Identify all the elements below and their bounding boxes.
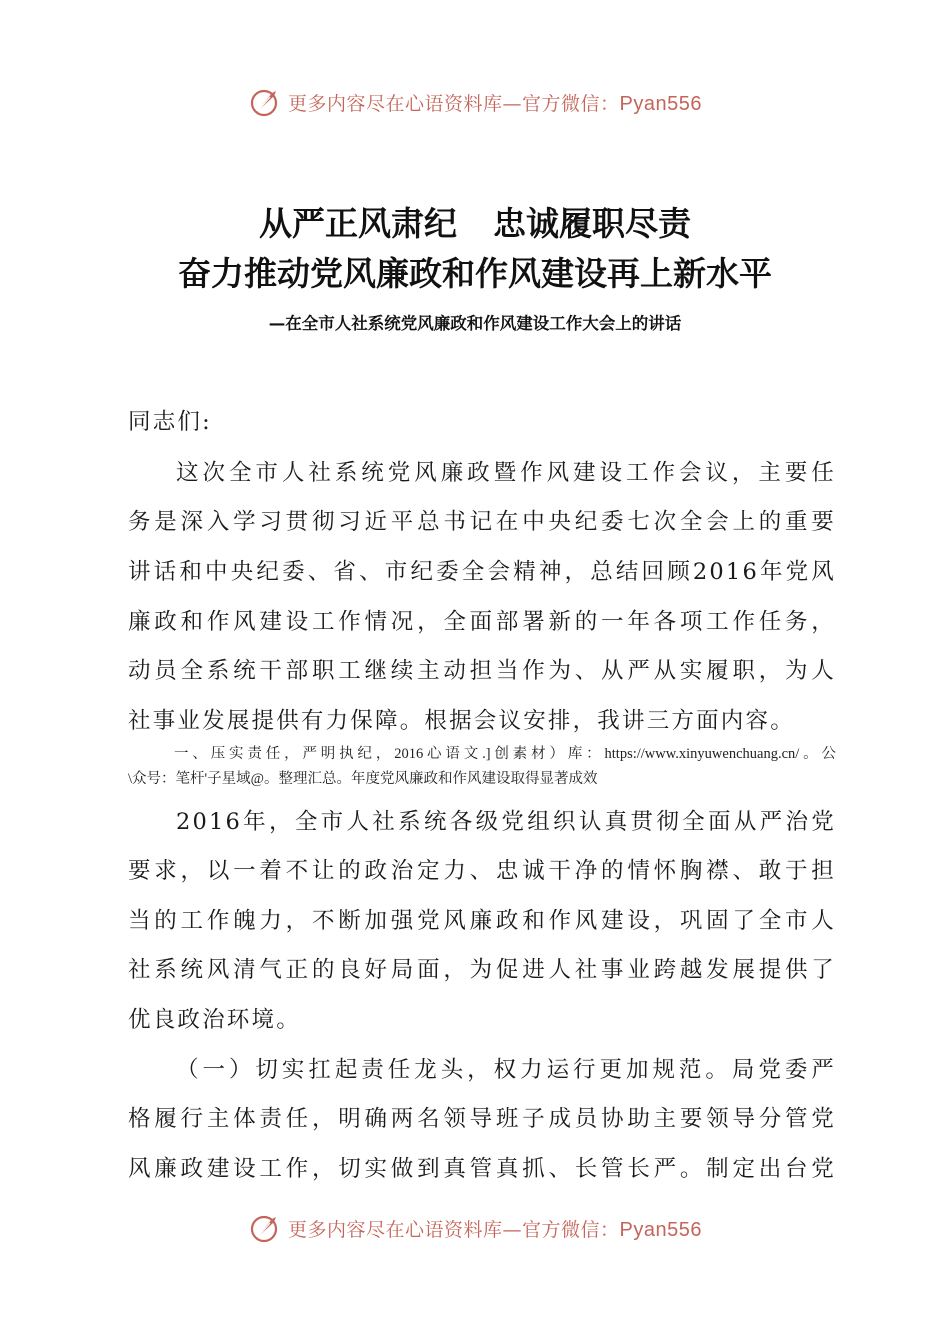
paragraph-line: 讲话和中央纪委、省、市纪委全会精神，总结回顾2016年党风	[128, 559, 836, 585]
paragraph-line: 这次全市人社系统党风廉政暨作风建设工作会议，主要任	[176, 460, 836, 486]
quill-pen-logo-icon	[248, 85, 282, 119]
banner-wechat-handle: Pyan556	[619, 1218, 702, 1241]
quill-pen-logo-icon	[248, 1211, 282, 1245]
banner-text: 更多内容尽在心语资料库—官方微信：Pyan556	[288, 92, 702, 115]
paragraph-line: 务是深入学习贯彻习近平总书记在中央纪委七次全会上的重要	[128, 509, 836, 535]
paragraph-line: 当的工作魄力，不断加强党风廉政和作风建设，巩固了全市人	[128, 908, 836, 934]
title-line-1: 从严正风肃纪 忠诚履职尽责	[259, 204, 691, 243]
paragraph-line: 动员全系统干部职工继续主动担当作为、从严从实履职，为人	[128, 658, 836, 684]
paragraph-line: 社事业发展提供有力保障。根据会议安排，我讲三方面内容。	[128, 708, 795, 734]
small-note-line: 一、压实责任，严明执纪，2016心语文.]创素材）库：https://www.xinyuwenchuang.cn/。公	[174, 746, 836, 762]
title-line-2: 奋力推动党风廉政和作风建设再上新水平	[178, 254, 772, 293]
banner-text: 更多内容尽在心语资料库—官方微信：Pyan556	[288, 1218, 702, 1241]
paragraph-line: 风廉政建设工作，切实做到真管真抓、长管长严。制定出台党	[128, 1156, 836, 1182]
small-note-line: \众号：笔杆'子星域@。整理汇总。年度党风廉政和作风建设取得显著成效	[128, 771, 598, 787]
paragraph-line: 优良政治环境。	[128, 1007, 301, 1033]
paragraph-line: 廉政和作风建设工作情况，全面部署新的一年各项工作任务，	[128, 609, 836, 635]
paragraph-line: 要求，以一着不让的政治定力、忠诚干净的情怀胸襟、敢于担	[128, 858, 836, 884]
banner-wechat-handle: Pyan556	[619, 92, 702, 115]
paragraph-line: 2016年，全市人社系统各级党组织认真贯彻全面从严治党	[176, 809, 836, 835]
subtitle: —在全市人社系统党风廉政和作风建设工作大会上的讲话	[268, 314, 682, 333]
salutation: 同志们:	[128, 409, 212, 435]
paragraph-line: 社系统风清气正的良好局面，为促进人社事业跨越发展提供了	[128, 957, 836, 983]
footer-banner	[0, 1208, 950, 1248]
header-banner	[0, 82, 950, 122]
paragraph-line: 格履行主体责任，明确两名领导班子成员协助主要领导分管党	[128, 1106, 836, 1132]
paragraph-line: （一）切实扛起责任龙头，权力运行更加规范。局党委严	[176, 1057, 836, 1083]
